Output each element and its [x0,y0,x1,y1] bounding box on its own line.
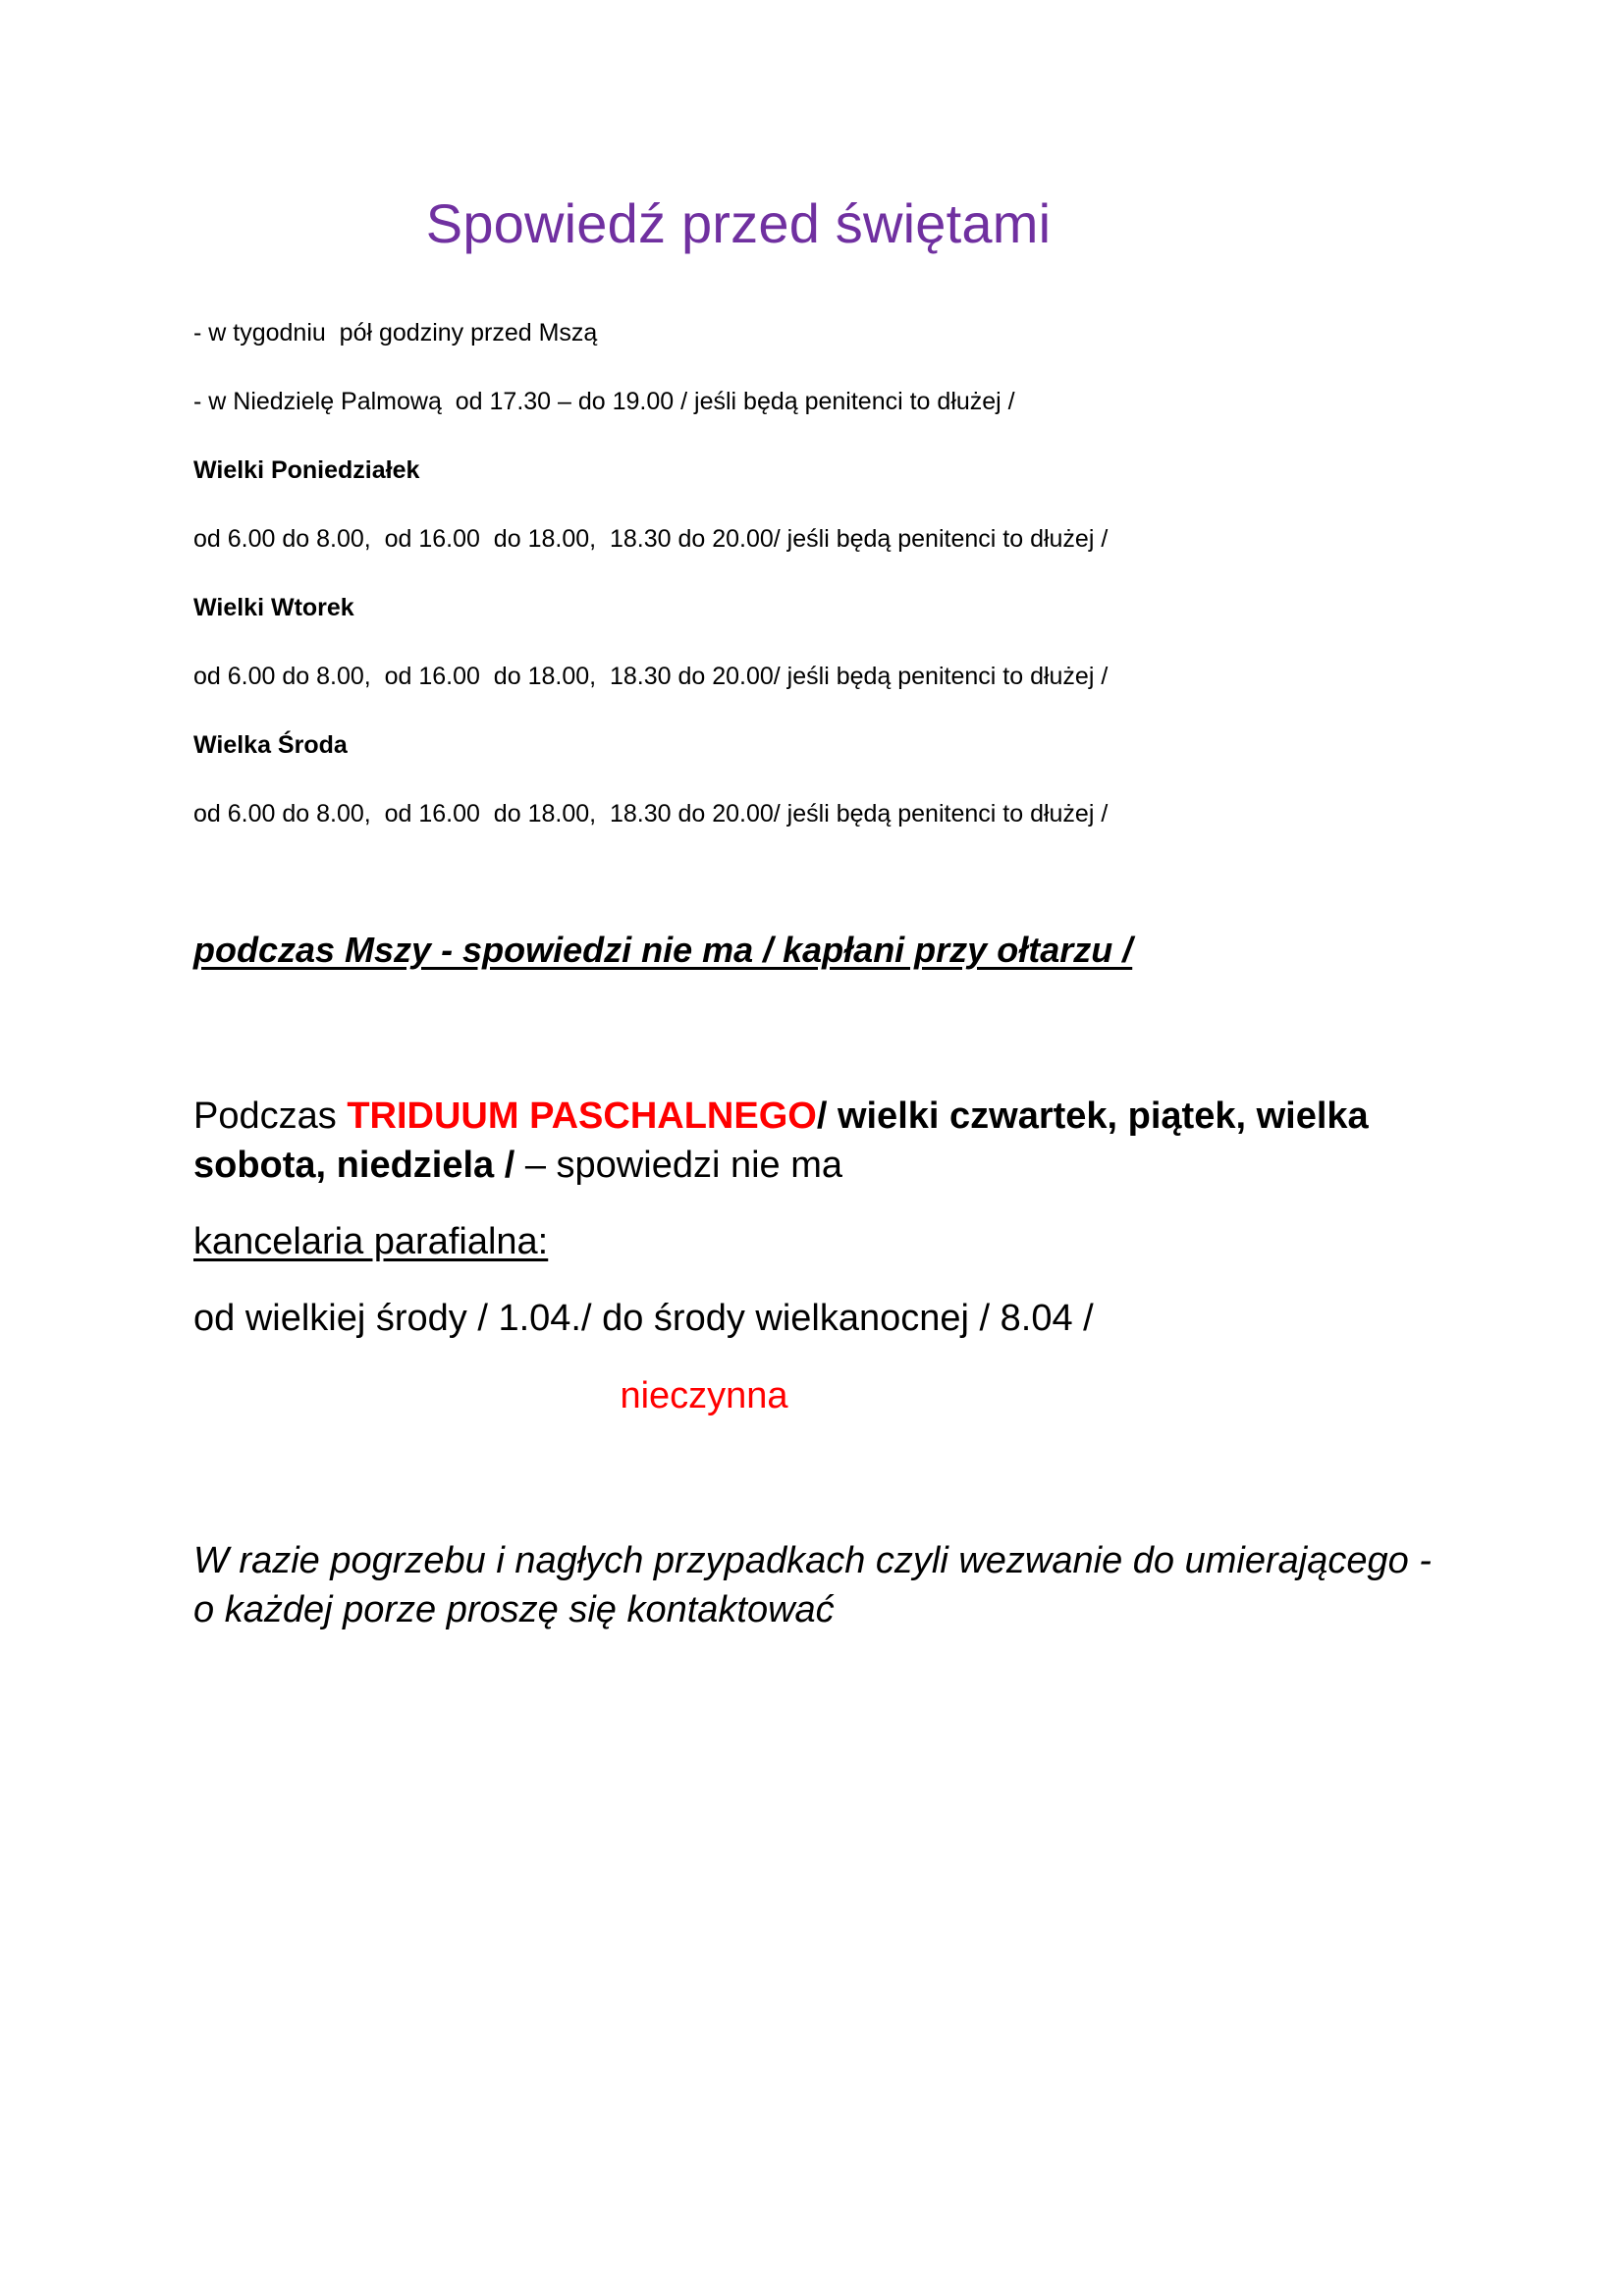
confession-schedule-block [193,255,1440,827]
triduum-highlight-text: TRIDUUM PASCHALNEGO [347,1095,817,1137]
triduum-paragraph [193,970,1440,1190]
schedule-weekday-line: - w tygodniu pół godziny przed Mszą [193,319,598,347]
office-heading-wrapper [193,1190,1440,1266]
triduum-lead-text: Podczas [193,1095,348,1137]
office-dates: od wielkiej środy / 1.04./ do środy wielkanocnej / 8.04 / [193,1298,1094,1340]
office-status-badge: nieczynna [620,1374,788,1416]
during-mass-note: podczas Mszy - spowiedzi nie ma / kapłani przy ołtarzu / [193,930,1133,971]
triduum-days-text: / wielki czwartek, piątek, wielka sobota, niedziela / [193,1095,1369,1187]
page-title: Spowiedź przed świętami [425,192,1052,254]
day-heading-monday: Wielki Poniedziałek [193,456,420,485]
day-hours-tuesday: od 6.00 do 8.00, od 16.00 do 18.00, 18.30 do 20.00/ jeśli będą penitenci to dłużej / [193,663,1109,691]
day-hours-monday: od 6.00 do 8.00, od 16.00 do 18.00, 18.30 do 20.00/ jeśli będą penitenci to dłużej / [193,525,1109,554]
day-heading-wednesday: Wielka Środa [193,731,348,760]
office-heading: kancelaria parafialna: [193,1221,549,1263]
triduum-tail-text: – spowiedzi nie ma [524,1145,843,1187]
document-body [193,0,1453,1634]
emergency-contact-note: W razie pogrzebu i nagłych przypadkach czyli wezwanie do umierającego - o każdej porze proszę się kontaktować [193,1539,1453,1630]
day-heading-tuesday: Wielki Wtorek [193,594,354,622]
day-hours-wednesday: od 6.00 do 8.00, od 16.00 do 18.00, 18.30 do 20.00/ jeśli będą penitenci to dłużej / [193,800,1109,828]
schedule-palm-sunday-line: - w Niedzielę Palmową od 17.30 – do 19.00 / jeśli będą penitenci to dłużej / [193,388,1015,416]
